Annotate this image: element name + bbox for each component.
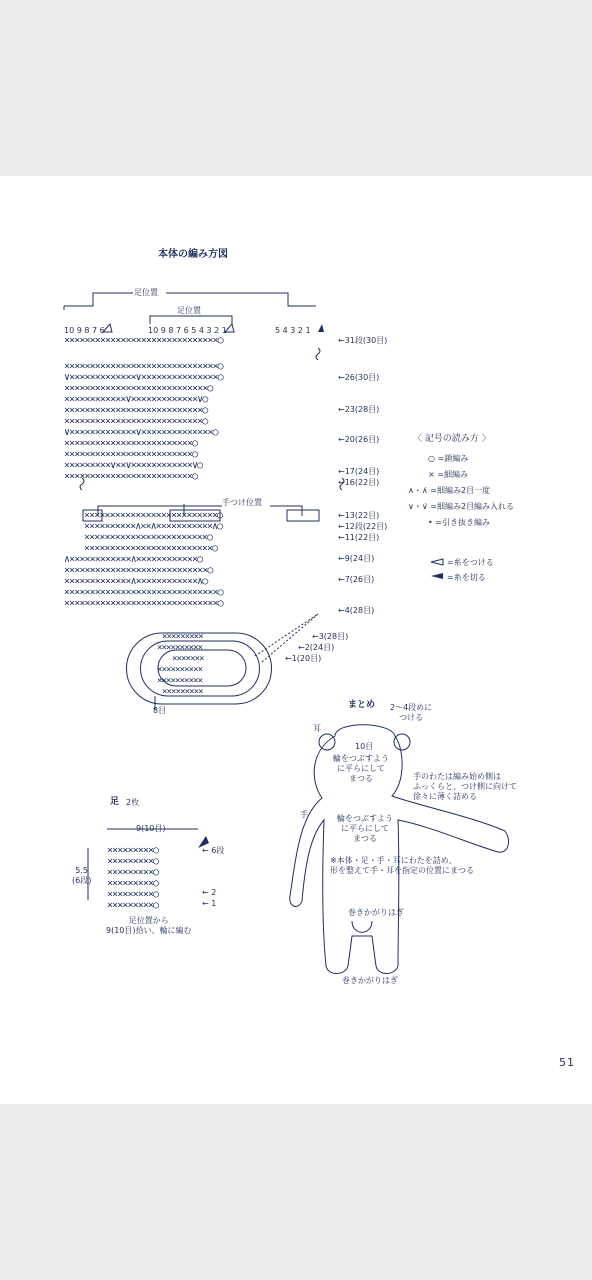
chart-row: ××××××××××××××××××××××××××××○ bbox=[64, 383, 213, 394]
whipstitch-label-lower: 巻きかがりはぎ bbox=[342, 976, 398, 985]
chart-row: ××××××××××××××××××××××××××××××○ bbox=[64, 361, 223, 372]
foot-note: 足位置から 9(10目)拾い、輪に編む bbox=[106, 916, 192, 935]
foot-position-inner-label: 足位置 bbox=[177, 306, 201, 315]
foot-row: ×××××××××○ bbox=[107, 878, 159, 889]
oval-row: ×××××××××× bbox=[157, 643, 203, 653]
chart-row: ××××××××××××××××××××××××××××××○ bbox=[64, 587, 223, 598]
chart-row: ××××××××××××××××××××××××××××××○ bbox=[64, 598, 223, 609]
row-label: ←2(24目) bbox=[298, 643, 335, 652]
foot-row: ×××××××××○ bbox=[107, 845, 159, 856]
chart-row: ×××××××××××××××××××××××××××○ bbox=[64, 416, 208, 427]
foot-row: ×××××××××○ bbox=[107, 900, 159, 911]
chart-row: ××××××××××∧××∧×××××××××××∧○ bbox=[84, 521, 223, 532]
foot-height: 5.5 (6段) bbox=[72, 866, 92, 885]
row-label: ←1(20目) bbox=[285, 654, 322, 663]
chart-row: ××××××××××××××××××××××××××○ bbox=[84, 510, 223, 521]
row-label: ←9(24目) bbox=[338, 554, 375, 563]
legend-item: ∧・∧̇ =細編み2目一度 bbox=[408, 486, 491, 495]
row-label: ←31段(30目) bbox=[338, 336, 388, 345]
stuffing-note: ※本体・足・手・耳にわたを詰め、 形を整えて手・耳を指定の位置にまつる bbox=[330, 856, 474, 875]
flatten-note-top: 輪をつぶすよう に平らにして まつる bbox=[333, 754, 389, 783]
foot-position-outer-label: 足位置 bbox=[134, 288, 158, 297]
chart-row: ×××××××××××××××××××××××××○ bbox=[64, 471, 198, 482]
chart-row: ×××××××××××××××××××××××××○ bbox=[64, 449, 198, 460]
chart-row: ××××××××××××∨×××××××××××××∨○ bbox=[64, 394, 208, 405]
foot-row-label: ← 2 bbox=[202, 888, 217, 897]
legend-thread-cut: =糸を切る bbox=[447, 573, 486, 582]
row-label: ←7(26目) bbox=[338, 575, 375, 584]
stitch-count-right: 5 4 3 2 1 bbox=[275, 326, 311, 335]
foot-row: ×××××××××○ bbox=[107, 856, 159, 867]
ten-stitches-label: 10目 bbox=[355, 742, 374, 751]
row-label: ←4(28目) bbox=[338, 606, 375, 615]
oval-row: ××××××××× bbox=[162, 687, 203, 697]
ear-attach-note: 2〜4段めに つける bbox=[390, 703, 433, 722]
foot-row-label: ← 1 bbox=[202, 899, 217, 908]
hand-position-label: 手つけ位置 bbox=[222, 498, 262, 507]
book-page bbox=[0, 176, 592, 1104]
row-label: ←3(28目) bbox=[312, 632, 349, 641]
chart-row: ×××××××××××××××××××××××××○ bbox=[84, 543, 218, 554]
stitch-count-left: 10 9 8 7 6 bbox=[64, 326, 105, 335]
oval-row: ×××××××××× bbox=[157, 665, 203, 675]
legend-title: 〈 記号の読み方 〉 bbox=[413, 434, 491, 444]
whipstitch-label-upper: 巻きかがりはぎ bbox=[348, 908, 404, 917]
foot-row: ×××××××××○ bbox=[107, 889, 159, 900]
chart-row: ×××××××××××××××××××××××××××○ bbox=[64, 405, 208, 416]
foot-row-label: ← 6段 bbox=[202, 846, 225, 855]
page-number: 51 bbox=[559, 1056, 575, 1069]
chart-row: ∨×××××××××××××∨××××××××××××××○ bbox=[64, 427, 218, 438]
cotton-note: 手のわたは編み始め側は ふっくらと、つけ側に向けて 徐々に薄く詰める bbox=[413, 772, 517, 801]
row-label: ←12段(22目) bbox=[338, 522, 388, 531]
row-label: ←17(24目) bbox=[338, 467, 380, 476]
legend-item: ○ =鎖編み bbox=[428, 454, 469, 463]
chart-row: ×××××××××××××∧××××××××××××∧○ bbox=[64, 576, 208, 587]
flatten-note-mid: 輪をつぶすよう に平らにして まつる bbox=[337, 814, 393, 843]
foot-count: 2枚 bbox=[126, 798, 140, 807]
legend-item: × =細編み bbox=[428, 470, 468, 479]
ear-label: 耳 bbox=[313, 724, 321, 733]
chart-row: ××××××××××××××××××××××××××××○ bbox=[64, 565, 213, 576]
legend-item: • =引き抜き編み bbox=[428, 518, 490, 527]
diagram-title: 本体の編み方図 bbox=[158, 249, 228, 260]
foot-stitch-count: 9(10目) bbox=[136, 824, 166, 833]
row-label: ←23(28目) bbox=[338, 405, 380, 414]
chart-row: ∧××××××××××××∧××××××××××××○ bbox=[64, 554, 203, 565]
oval-row: ××××××× bbox=[172, 654, 204, 664]
oval-row: ××××××××× bbox=[162, 632, 203, 642]
bracket-lines bbox=[0, 176, 592, 1104]
oval-row: ×××××××××× bbox=[157, 676, 203, 686]
oval-stitch-count: 8目 bbox=[153, 706, 167, 715]
legend-item: ∨・∨̇ =細編み2目編み入れる bbox=[408, 502, 515, 511]
row-label: ←20(26目) bbox=[338, 435, 380, 444]
chart-row: ×××××××××××××××××××××××××○ bbox=[64, 438, 198, 449]
chart-row: ∨×××××××××××××∨×××××××××××××××○ bbox=[64, 372, 223, 383]
foot-row: ×××××××××○ bbox=[107, 867, 159, 878]
stitch-count-middle: 10 9 8 7 6 5 4 3 2 1 bbox=[148, 326, 227, 335]
row-label: ←26(30目) bbox=[338, 373, 380, 382]
legend-thread-attach: =糸をつける bbox=[447, 558, 494, 567]
row-label: ←11(22目) bbox=[338, 533, 380, 542]
chart-row: ××××××××××××××××××××××××××××××○ bbox=[64, 335, 223, 346]
foot-title: 足 bbox=[110, 797, 120, 807]
hand-label: 手 bbox=[300, 810, 308, 819]
matome-title: まとめ bbox=[348, 700, 376, 710]
chart-row: ×××××××××∨××∨××××××××××××∨○ bbox=[64, 460, 203, 471]
chart-row: ××××××××××××××××××××××××○ bbox=[84, 532, 213, 543]
row-label: ←16(22目) bbox=[338, 478, 380, 487]
row-label: ←13(22目) bbox=[338, 511, 380, 520]
